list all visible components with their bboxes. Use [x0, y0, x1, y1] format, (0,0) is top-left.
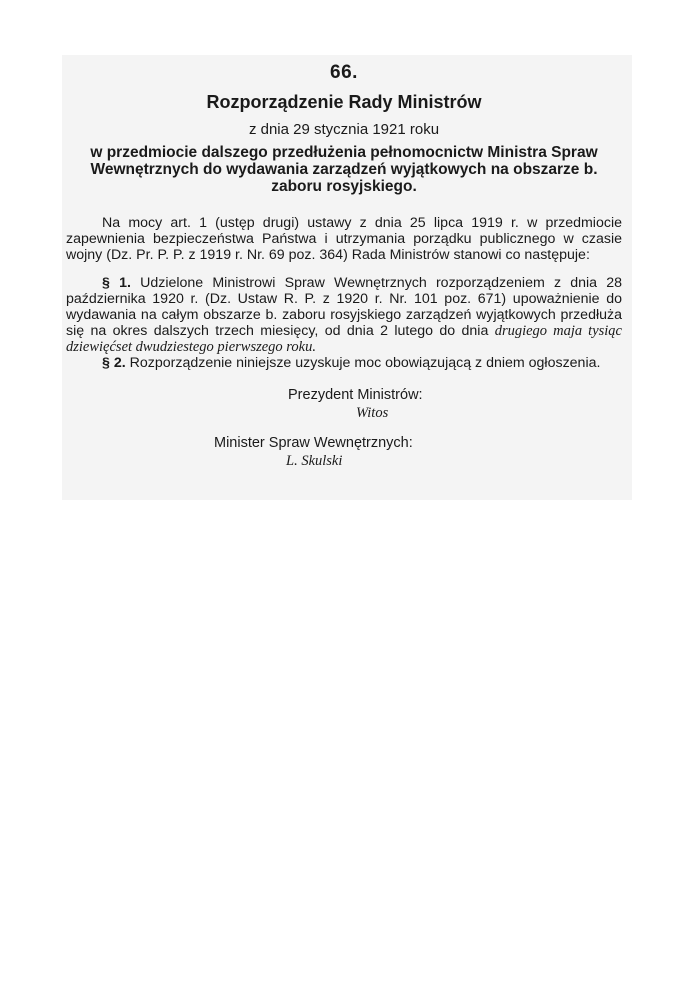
- section-1-paragraph: [66, 275, 622, 355]
- signature-role-prime-minister: Prezydent Ministrów:: [288, 387, 423, 403]
- document-title: Rozporządzenie Rady Ministrów: [206, 92, 482, 112]
- signature-name-interior-minister: L. Skulski: [286, 453, 343, 469]
- section-2-text: Rozporządzenie niniejsze uzyskuje moc obowiązującą z dniem ogłoszenia.: [129, 355, 601, 371]
- signature-role-interior-minister: Minister Spraw Wewnętrznych:: [214, 435, 413, 451]
- document-date: z dnia 29 stycznia 1921 roku: [248, 121, 440, 138]
- section-1-italic-text: drugiego maja tysiąc dziewięćset dwudziestego pierwszego roku.: [66, 323, 622, 355]
- legal-document: [66, 62, 622, 471]
- section-2-label: § 2.: [102, 355, 126, 371]
- signature-name-prime-minister: Witos: [356, 405, 389, 421]
- signature-block-prime-minister: [66, 387, 622, 405]
- signature-name-row-prime-minister: [66, 405, 622, 423]
- signature-name-row-interior-minister: [66, 453, 622, 471]
- section-1-text: Udzielone Ministrowi Spraw Wewnętrznych rozporządzeniem z dnia 28 października 1920 r. (Dz. Ustaw R. P. z 1920 r. Nr. 101 poz. 671) upoważnienie do wydawania na całym obszarze b. zaboru rosyjskiego zarządzeń wyjątkowych przedłuża się na okres dalszych trzech miesięcy, od dnia 2 lutego do dnia: [66, 275, 622, 339]
- document-subject: w przedmiocie dalszego przedłużenia pełnomocnictw Ministra Spraw Wewnętrznych do wydawania zarządzeń wyjątkowych na obszarze b. zaboru rosyjskiego.: [90, 144, 598, 195]
- signature-block-interior-minister: [66, 435, 622, 453]
- section-1-label: § 1.: [102, 275, 131, 291]
- section-2-paragraph: [66, 355, 622, 371]
- document-number: 66.: [330, 62, 358, 83]
- preamble-paragraph: Na mocy art. 1 (ustęp drugi) ustawy z dnia 25 lipca 1919 r. w przedmiocie zapewnienia bezpieczeństwa Państwa i utrzymania porządku publicznego w czasie wojny (Dz. Pr. P. P. z 1919 r. Nr. 69 poz. 364) Rada Ministrów stanowi co następuje:: [66, 215, 622, 263]
